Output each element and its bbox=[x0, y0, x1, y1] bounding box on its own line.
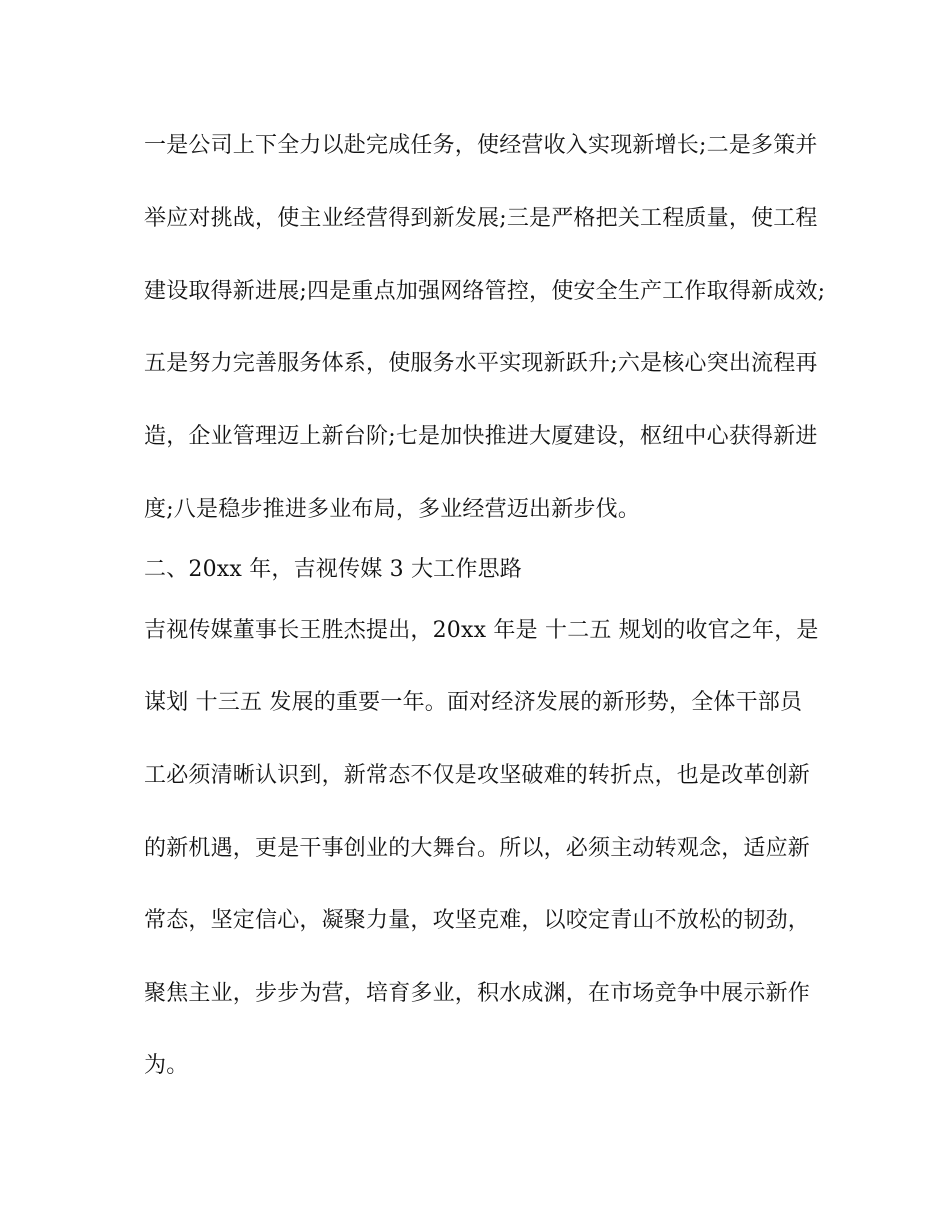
paragraph-2-line-5: 常态，坚定信心，凝聚力量，攻坚克难，以咬定青山不放松的韧劲， bbox=[144, 908, 811, 933]
section-heading: 二、20xx 年，吉视传媒 3 大工作思路 bbox=[144, 557, 522, 582]
paragraph-2-line-1: 吉视传媒董事长王胜杰提出，20xx 年是 十二五 规划的收官之年，是 bbox=[144, 618, 819, 643]
paragraph-2-line-4: 的新机遇，更是干事创业的大舞台。所以，必须主动转观念，适应新 bbox=[144, 836, 811, 861]
paragraph-1-line-6: 度;八是稳步推进多业布局，多业经营迈出新步伐。 bbox=[144, 497, 641, 522]
paragraph-2-line-2: 谋划 十三五 发展的重要一年。面对经济发展的新形势，全体干部员 bbox=[144, 690, 803, 715]
paragraph-1-line-4: 五是努力完善服务体系，使服务水平实现新跃升;六是核心突出流程再 bbox=[144, 351, 818, 376]
paragraph-2-line-6: 聚焦主业，步步为营，培育多业，积水成渊，在市场竞争中展示新作 bbox=[144, 981, 811, 1006]
paragraph-1-line-2: 举应对挑战，使主业经营得到新发展;三是严格把关工程质量，使工程 bbox=[144, 206, 818, 231]
paragraph-1-line-1: 一是公司上下全力以赴完成任务，使经营收入实现新增长;二是多策并 bbox=[144, 133, 818, 158]
paragraph-1-line-5: 造，企业管理迈上新台阶;七是加快推进大厦建设，枢纽中心获得新进 bbox=[144, 424, 818, 449]
paragraph-2-line-7: 为。 bbox=[144, 1053, 189, 1078]
paragraph-1-line-3: 建设取得新进展;四是重点加强网络管控，使安全生产工作取得新成效; bbox=[144, 279, 826, 304]
paragraph-2-line-3: 工必须清晰认识到，新常态不仅是攻坚破难的转折点，也是改革创新 bbox=[144, 763, 811, 788]
